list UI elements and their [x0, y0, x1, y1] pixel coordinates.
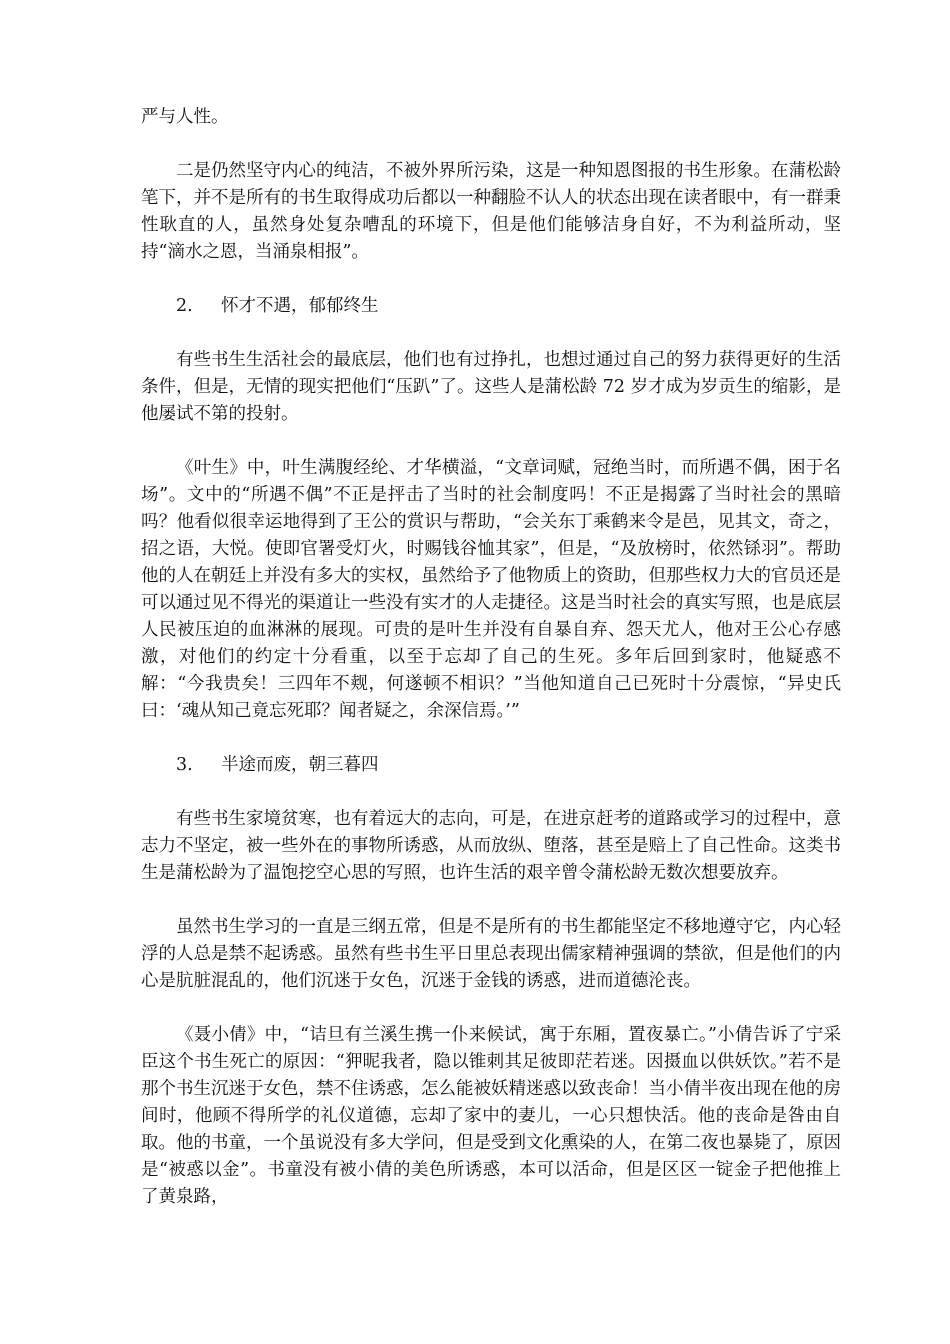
- section-number: 3.: [176, 755, 193, 775]
- paragraph-poor-scholars: 有些书生家境贫寒，也有着远大的志向，可是，在进京赶考的道路或学习的过程中，意志力不坚定，被一些外在的事物所诱惑，从而放纵、堕落，甚至是赔上了自己性命。这类书生是蒲松龄为了温饱挖空心思的写照，也许生活的艰辛曾令蒲松龄无数次想要放弃。: [141, 809, 841, 883]
- paragraph-grateful-scholar: 二是仍然坚守内心的纯洁，不被外界所污染，这是一种知恩图报的书生形象。在蒲松龄笔下，并不是所有的书生取得成功后都以一种翻脸不认人的状态出现在读者眼中，有一群秉性耿直的人，虽然身处复杂嘈乱的环境下，但是他们能够洁身自好，不为利益所动，坚持“滴水之恩，当涌泉相报”。: [141, 161, 841, 262]
- paragraph-nie-xiaoqian: 《聂小倩》中，“诘旦有兰溪生携一仆来候试，寓于东厢，置夜暴亡。”小倩告诉了宁采臣这个书生死亡的原因：“狎昵我者，隐以锥刺其足彼即茫若迷。因摄血以供妖饮。”若不是那个书生沉迷于女色，禁不住诱惑，怎么能被妖精迷惑以致丧命！当小倩半夜出现在他的房间时，他顾不得所学的礼仪道德，忘却了家中的妻儿，一心只想快活。他的丧命是咎由自取。他的书童，一个虽说没有多大学问，但是受到文化熏染的人，在第二夜也暴毙了，原因是“被惑以金”。书童没有被小倩的美色所诱惑，本可以活命，但是区区一锭金子把他推上了黄泉路，: [141, 1025, 841, 1207]
- paragraph-continuation: 严与人性。: [141, 107, 229, 127]
- paragraph-bottom-scholars: 有些书生生活社会的最底层，他们也有过挣扎，也想过通过自己的努力获得更好的生活条件，但是，无情的现实把他们“压趴”了。这些人是蒲松龄 72 岁才成为岁贡生的缩影，是他屡试不第的投射。: [141, 350, 841, 424]
- section-number: 2.: [176, 296, 193, 316]
- paragraph-temptation: 虽然书生学习的一直是三纲五常，但是不是所有的书生都能坚定不移地遵守它，内心轻浮的人总是禁不起诱惑。虽然有些书生平日里总表现出儒家精神强调的禁欲，但是他们的内心是肮脏混乱的，他们沉迷于女色，沉迷于金钱的诱惑，进而道德沦丧。: [141, 917, 841, 991]
- paragraph-ye-sheng: 《叶生》中，叶生满腹经纶、才华横溢，“文章词赋，冠绝当时，而所遇不偶，困于名场”。文中的“所遇不偶”不正是抨击了当时的社会制度吗！不正是揭露了当时社会的黑暗吗？他看似很幸运地得到了王公的赏识与帮助，“会关东丁乘鹤来令是邑，见其文，奇之，招之语，大悦。使即官署受灯火，时赐钱谷恤其家”，但是，“及放榜时，依然铩羽”。帮助他的人在朝廷上并没有多大的实权，虽然给予了他物质上的资助，但那些权力大的官员还是可以通过见不得光的渠道让一些没有实才的人走捷径。这是当时社会的真实写照，也是底层人民被压迫的血淋淋的展现。可贵的是叶生并没有自暴自弃、怨天尤人，他对王公心存感激，对他们的约定十分看重，以至于忘却了自己的生死。多年后回到家时，他疑惑不解：“今我贵矣！三四年不觌，何遂顿不相识？”当他知道自己已死时十分震惊，“异史氏曰：‘魂从知己竟忘死耶？闻者疑之，余深信焉。’”: [141, 458, 841, 721]
- document-page: [141, 104, 841, 1238]
- section-title: 半途而废，朝三暮四: [221, 755, 379, 775]
- section-title: 怀才不遇，郁郁终生: [221, 296, 379, 316]
- section-heading-3: [141, 752, 841, 779]
- section-heading-2: [141, 293, 841, 320]
